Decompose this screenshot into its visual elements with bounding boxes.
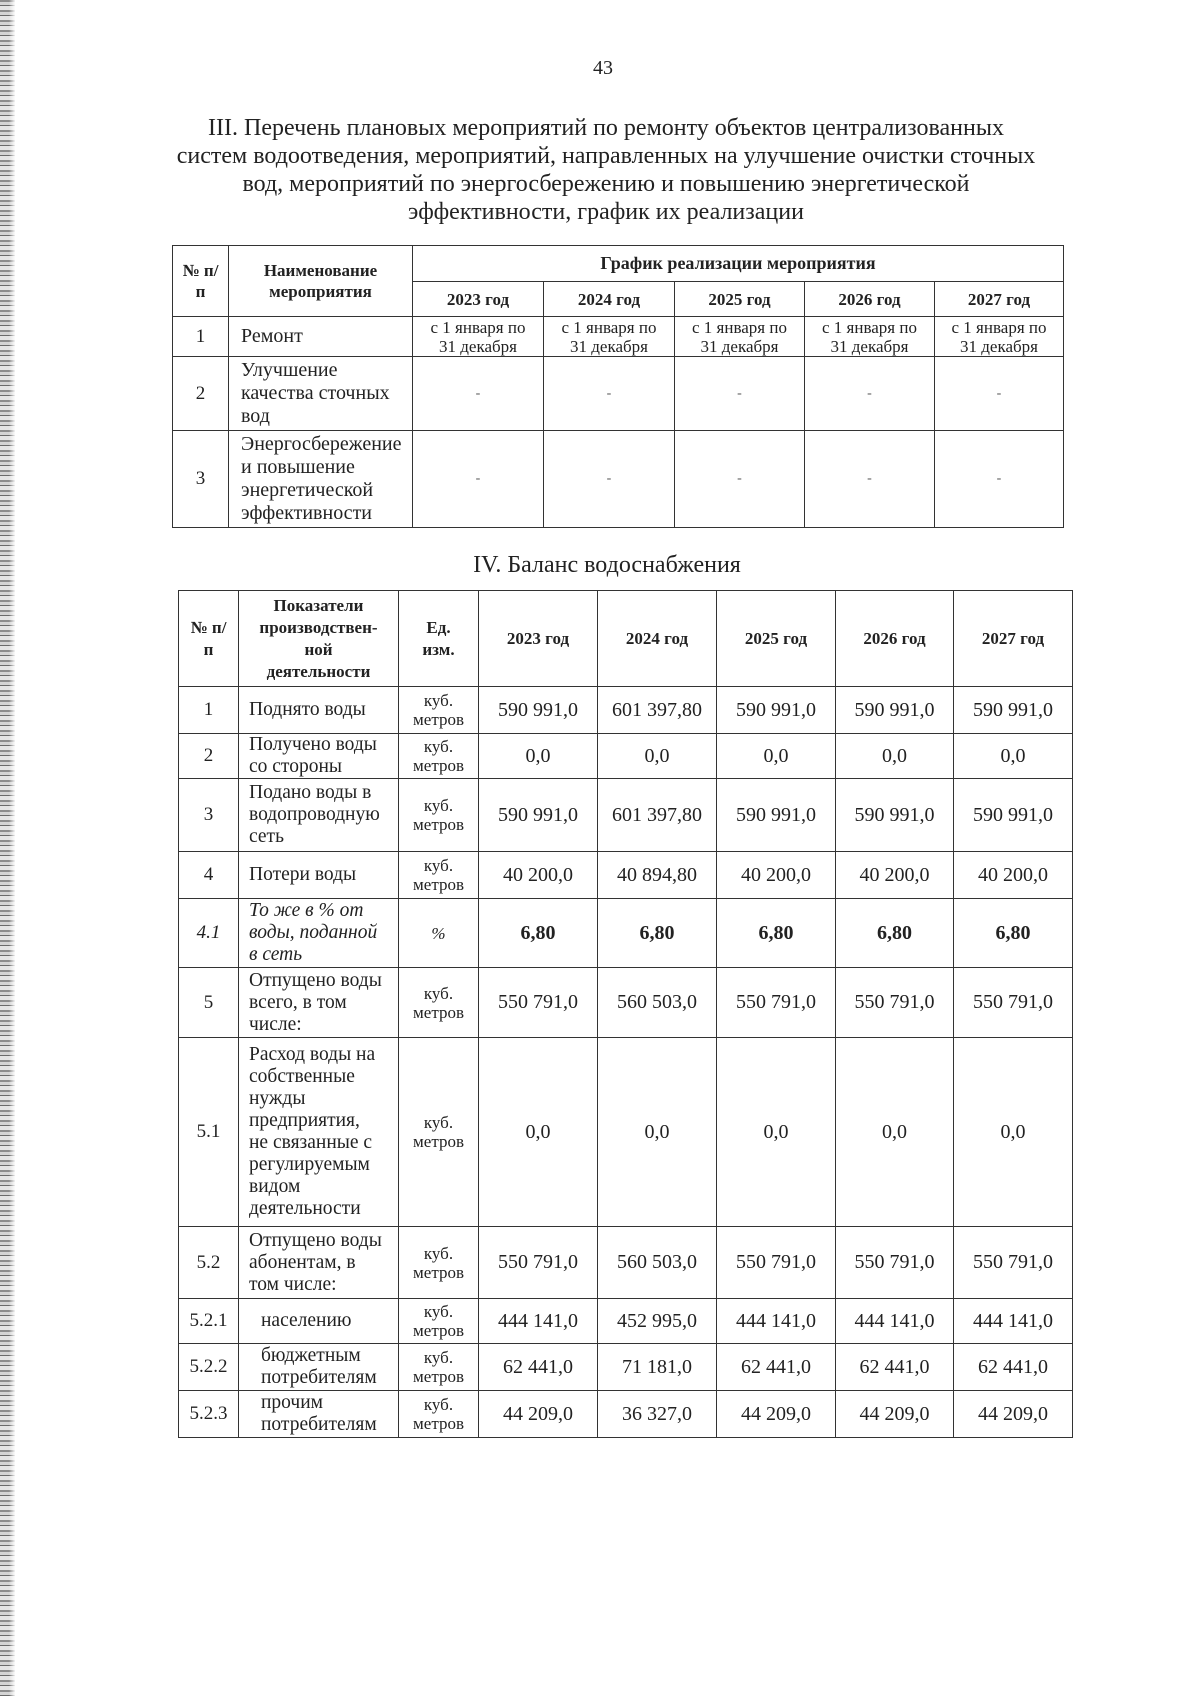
schedule-row	[173, 357, 1064, 431]
water-balance-table	[178, 590, 1073, 1438]
header-indicator: Показатели производствен-ной деятельности	[239, 591, 399, 687]
section-3-title	[0, 114, 1200, 226]
value-2024: 6,80	[598, 899, 717, 968]
value-2023: 44 209,0	[479, 1391, 598, 1438]
schedule-cell: -	[805, 357, 935, 431]
unit-cell: куб. метров	[399, 687, 479, 734]
header-event-name: Наименование мероприятия	[229, 246, 413, 317]
row-number: 2	[179, 734, 239, 779]
value-2025: 444 141,0	[717, 1299, 836, 1344]
unit-cell: куб. метров	[399, 1038, 479, 1227]
schedule-cell: с 1 января по 31 декабря	[675, 317, 805, 357]
schedule-cell: -	[544, 357, 675, 431]
value-2027: 0,0	[954, 734, 1073, 779]
value-2023: 444 141,0	[479, 1299, 598, 1344]
value-2027: 40 200,0	[954, 852, 1073, 899]
row-number: 4	[179, 852, 239, 899]
header-year-2027: 2027 год	[935, 282, 1064, 317]
balance-row	[179, 779, 1073, 852]
schedule-cell: -	[413, 431, 544, 528]
header-year-2024: 2024 год	[544, 282, 675, 317]
value-2024: 560 503,0	[598, 1227, 717, 1299]
indicator-name: Отпущено воды абонентам, в том числе:	[239, 1227, 399, 1299]
value-2026: 62 441,0	[836, 1344, 954, 1391]
indicator-name: Подано воды в водопроводную сеть	[239, 779, 399, 852]
value-2023: 590 991,0	[479, 779, 598, 852]
unit-cell: куб. метров	[399, 779, 479, 852]
row-number: 4.1	[179, 899, 239, 968]
header-year-2027: 2027 год	[954, 591, 1073, 687]
event-name: Улучшение качества сточных вод	[229, 357, 413, 431]
indicator-name: Получено воды со стороны	[239, 734, 399, 779]
balance-row	[179, 1227, 1073, 1299]
indicator-name: Расход воды на собственные нужды предприятия, не связанные с регулируемым видом деятельности	[239, 1038, 399, 1227]
balance-header-row	[179, 591, 1073, 687]
value-2025: 0,0	[717, 734, 836, 779]
value-2024: 601 397,80	[598, 687, 717, 734]
value-2026: 44 209,0	[836, 1391, 954, 1438]
value-2025: 0,0	[717, 1038, 836, 1227]
header-schedule: График реализации мероприятия	[413, 246, 1064, 282]
unit-cell: куб. метров	[399, 852, 479, 899]
scan-edge-artifact	[0, 0, 15, 1696]
header-year-2026: 2026 год	[805, 282, 935, 317]
balance-row	[179, 1344, 1073, 1391]
section-3-title-line: вод, мероприятий по энергосбережению и повышению энергетической	[242, 171, 970, 197]
value-2024: 0,0	[598, 734, 717, 779]
value-2023: 62 441,0	[479, 1344, 598, 1391]
row-number: 5.2	[179, 1227, 239, 1299]
value-2024: 36 327,0	[598, 1391, 717, 1438]
value-2027: 62 441,0	[954, 1344, 1073, 1391]
value-2026: 550 791,0	[836, 1227, 954, 1299]
indicator-name: То же в % от воды, поданной в сеть	[239, 899, 399, 968]
header-year-2025: 2025 год	[675, 282, 805, 317]
value-2024: 601 397,80	[598, 779, 717, 852]
balance-row	[179, 852, 1073, 899]
value-2027: 44 209,0	[954, 1391, 1073, 1438]
value-2025: 590 991,0	[717, 779, 836, 852]
row-number: 3	[179, 779, 239, 852]
value-2025: 44 209,0	[717, 1391, 836, 1438]
value-2023: 590 991,0	[479, 687, 598, 734]
schedule-cell: -	[935, 357, 1064, 431]
header-year-2024: 2024 год	[598, 591, 717, 687]
value-2026: 444 141,0	[836, 1299, 954, 1344]
row-number: 1	[173, 317, 229, 357]
header-num: № п/п	[173, 246, 229, 317]
section-3-title-line: систем водоотведения, мероприятий, направленных на улучшение очистки сточных	[176, 143, 1036, 169]
balance-row	[179, 968, 1073, 1038]
value-2026: 6,80	[836, 899, 954, 968]
balance-row	[179, 1299, 1073, 1344]
schedule-cell: с 1 января по 31 декабря	[935, 317, 1064, 357]
value-2023: 550 791,0	[479, 968, 598, 1038]
unit-cell: куб. метров	[399, 1299, 479, 1344]
value-2027: 0,0	[954, 1038, 1073, 1227]
value-2024: 560 503,0	[598, 968, 717, 1038]
event-name: Ремонт	[229, 317, 413, 357]
row-number: 3	[173, 431, 229, 528]
value-2027: 550 791,0	[954, 968, 1073, 1038]
header-year-2026: 2026 год	[836, 591, 954, 687]
indicator-name: Потери воды	[239, 852, 399, 899]
section-3-title-line: III. Перечень плановых мероприятий по ремонту объектов централизованных	[208, 115, 1004, 141]
value-2025: 6,80	[717, 899, 836, 968]
value-2026: 590 991,0	[836, 687, 954, 734]
indicator-name: населению	[239, 1299, 399, 1344]
schedule-table	[172, 245, 1064, 528]
schedule-cell: -	[544, 431, 675, 528]
header-year-2023: 2023 год	[479, 591, 598, 687]
value-2023: 0,0	[479, 734, 598, 779]
schedule-cell: -	[675, 357, 805, 431]
indicator-name: прочим потребителям	[239, 1391, 399, 1438]
balance-row	[179, 1038, 1073, 1227]
row-number: 5.2.3	[179, 1391, 239, 1438]
event-name: Энергосбережение и повышение энергетической эффективности	[229, 431, 413, 528]
schedule-cell: с 1 января по 31 декабря	[413, 317, 544, 357]
value-2027: 590 991,0	[954, 779, 1073, 852]
value-2026: 0,0	[836, 1038, 954, 1227]
row-number: 2	[173, 357, 229, 431]
balance-row	[179, 1391, 1073, 1438]
value-2026: 590 991,0	[836, 779, 954, 852]
value-2025: 550 791,0	[717, 1227, 836, 1299]
unit-cell: куб. метров	[399, 968, 479, 1038]
value-2024: 0,0	[598, 1038, 717, 1227]
balance-row	[179, 734, 1073, 779]
unit-cell: куб. метров	[399, 1344, 479, 1391]
value-2027: 550 791,0	[954, 1227, 1073, 1299]
schedule-header-row	[173, 246, 1064, 282]
balance-row	[179, 687, 1073, 734]
value-2024: 452 995,0	[598, 1299, 717, 1344]
value-2025: 40 200,0	[717, 852, 836, 899]
value-2026: 550 791,0	[836, 968, 954, 1038]
row-number: 5	[179, 968, 239, 1038]
unit-cell: %	[399, 899, 479, 968]
value-2025: 550 791,0	[717, 968, 836, 1038]
value-2026: 40 200,0	[836, 852, 954, 899]
value-2027: 444 141,0	[954, 1299, 1073, 1344]
value-2026: 0,0	[836, 734, 954, 779]
value-2023: 0,0	[479, 1038, 598, 1227]
schedule-cell: -	[935, 431, 1064, 528]
value-2024: 71 181,0	[598, 1344, 717, 1391]
unit-cell: куб. метров	[399, 1227, 479, 1299]
header-year-2025: 2025 год	[717, 591, 836, 687]
schedule-cell: -	[805, 431, 935, 528]
indicator-name: Отпущено воды всего, в том числе:	[239, 968, 399, 1038]
header-num: № п/п	[179, 591, 239, 687]
schedule-row	[173, 431, 1064, 528]
section-4-title: IV. Баланс водоснабжения	[473, 552, 741, 578]
schedule-cell: с 1 января по 31 декабря	[805, 317, 935, 357]
section-3-title-line: эффективности, график их реализации	[408, 199, 804, 225]
unit-cell: куб. метров	[399, 1391, 479, 1438]
value-2023: 40 200,0	[479, 852, 598, 899]
value-2027: 6,80	[954, 899, 1073, 968]
indicator-name: Поднято воды	[239, 687, 399, 734]
value-2025: 62 441,0	[717, 1344, 836, 1391]
schedule-cell: -	[675, 431, 805, 528]
schedule-cell: -	[413, 357, 544, 431]
value-2025: 590 991,0	[717, 687, 836, 734]
value-2023: 6,80	[479, 899, 598, 968]
row-number: 5.2.1	[179, 1299, 239, 1344]
balance-row	[179, 899, 1073, 968]
schedule-cell: с 1 января по 31 декабря	[544, 317, 675, 357]
header-unit: Ед. изм.	[399, 591, 479, 687]
value-2023: 550 791,0	[479, 1227, 598, 1299]
header-year-2023: 2023 год	[413, 282, 544, 317]
row-number: 5.2.2	[179, 1344, 239, 1391]
indicator-name: бюджетным потребителям	[239, 1344, 399, 1391]
value-2024: 40 894,80	[598, 852, 717, 899]
row-number: 1	[179, 687, 239, 734]
schedule-row	[173, 317, 1064, 357]
row-number: 5.1	[179, 1038, 239, 1227]
value-2027: 590 991,0	[954, 687, 1073, 734]
unit-cell: куб. метров	[399, 734, 479, 779]
page-number: 43	[593, 57, 613, 79]
